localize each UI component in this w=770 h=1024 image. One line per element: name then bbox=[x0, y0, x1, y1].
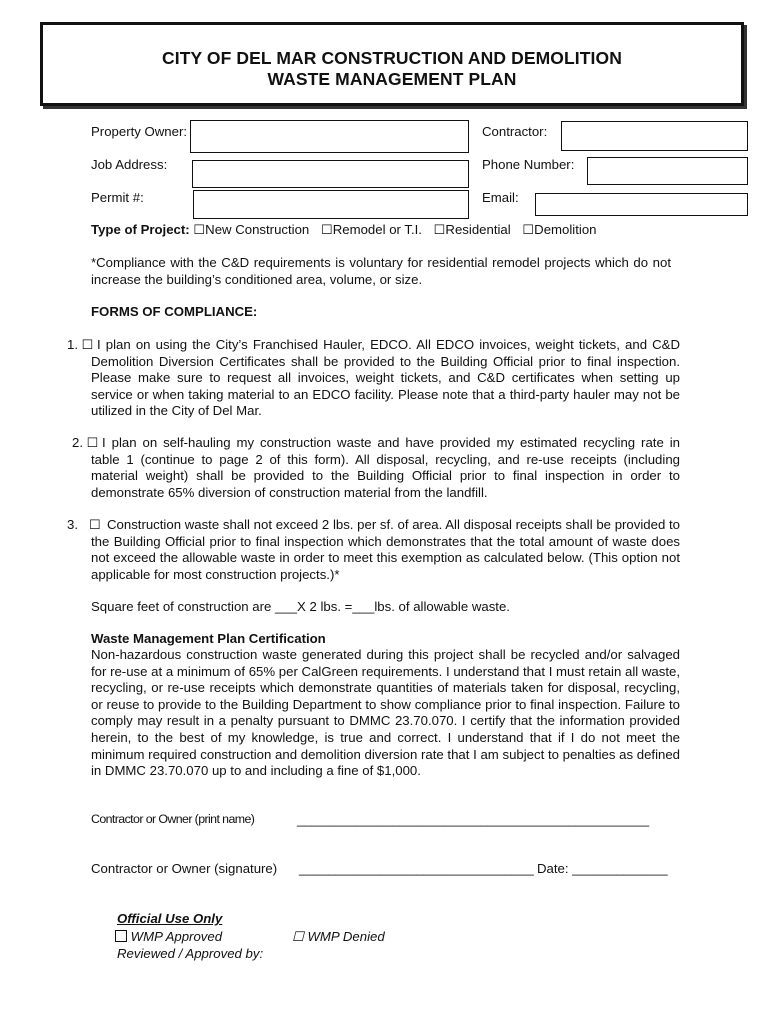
print-name-label: Contractor or Owner (print name) bbox=[91, 812, 255, 826]
contractor-field[interactable] bbox=[561, 121, 748, 151]
wmp-approved-label: WMP Approved bbox=[130, 929, 223, 944]
option-1-number[interactable]: 1. ☐ bbox=[67, 337, 94, 352]
phone-number-field[interactable] bbox=[587, 157, 748, 185]
official-use-heading: Official Use Only bbox=[117, 911, 223, 926]
reviewed-by-label: Reviewed / Approved by: bbox=[117, 946, 264, 961]
project-type-label: Type of Project: bbox=[91, 222, 190, 237]
phone-number-label: Phone Number: bbox=[482, 157, 575, 172]
email-field[interactable] bbox=[535, 193, 748, 216]
option-demolition[interactable]: ☐Demolition bbox=[522, 222, 597, 237]
contractor-label: Contractor: bbox=[482, 124, 548, 139]
permit-label: Permit #: bbox=[91, 190, 144, 205]
option-3-text: Construction waste shall not exceed 2 lbs. per sf. of area. All disposal receipts shall be provided to the Building Official prior to final inspection which demonstrates that the total amount of waste does not exceed the allowable waste in order to meet this exemption as calculated below. (This option not applicable for most construction projects.)* bbox=[91, 517, 680, 582]
property-owner-field[interactable] bbox=[190, 120, 469, 153]
square-feet-line: Square feet of construction are ___X 2 lbs. =___lbs. of allowable waste. bbox=[91, 599, 510, 614]
title-line-1: CITY OF DEL MAR CONSTRUCTION AND DEMOLITION bbox=[162, 48, 622, 68]
job-address-label: Job Address: bbox=[91, 157, 168, 172]
property-owner-label: Property Owner: bbox=[91, 124, 188, 139]
title-line-2: WASTE MANAGEMENT PLAN bbox=[267, 69, 517, 89]
option-residential[interactable]: ☐Residential bbox=[433, 222, 511, 237]
option-remodel[interactable]: ☐Remodel or T.I. bbox=[320, 222, 422, 237]
wmp-approved-checkbox[interactable] bbox=[115, 930, 127, 942]
certification-text: Non-hazardous construction waste generated during this project shall be recycled and/or salvaged for re-use at a minimum of 65% per CalGreen requirements. I understand that I must retain all waste, recycling, or re-use receipts which demonstrate quantities of materials taken for disposal, recycling, or reuse to provide to the Building Department to show compliance prior to final inspection. Failure to comply may result in a penalty pursuant to DMMC 23.70.070. I certify that the information provided herein, to the best of my knowledge, is true and correct. I understand that if I do not meet the minimum required construction and demolition diversion rate that I am subject to penalties as defined in DMMC 23.70.070 up to and including a fine of $1,000. bbox=[91, 647, 680, 779]
permit-field[interactable] bbox=[193, 190, 469, 219]
compliance-note: *Compliance with the C&D requirements is voluntary for residential remodel projects which do not increase the building’s conditioned area, volume, or size. bbox=[91, 255, 671, 287]
option-2-number[interactable]: 2. ☐ bbox=[72, 435, 99, 450]
option-3-checkbox[interactable]: ☐ bbox=[89, 517, 101, 532]
title-box bbox=[40, 22, 744, 106]
email-label: Email: bbox=[482, 190, 519, 205]
option-2-text: I plan on self-hauling my construction waste and have provided my estimated recycling rate in table 1 (continue to page 2 of this form). All disposal, recycling, and re-use receipts (including material weight) shall be provided to the Building Official prior to final inspection in order to demonstrate 65% diversion of construction material from the landfill. bbox=[91, 435, 680, 500]
option-3-number: 3. bbox=[67, 517, 78, 532]
option-new-construction[interactable]: ☐New Construction bbox=[193, 222, 310, 237]
job-address-field[interactable] bbox=[192, 160, 469, 188]
date-field[interactable]: Date: _____________ bbox=[537, 861, 668, 876]
signature-line[interactable]: ________________________________ bbox=[299, 861, 534, 876]
wmp-approved-row bbox=[115, 929, 222, 944]
option-1-text: I plan on using the City’s Franchised Hauler, EDCO. All EDCO invoices, weight tickets, and C&D Demolition Diversion Certificates shall be provided to the Building Official prior to final inspection. Please make sure to request all invoices, weight tickets, and C&D certificates when setting up service or when taking material to an EDCO facility. Please note that a third-party hauler may not be utilized in the City of Del Mar. bbox=[91, 337, 680, 419]
wmp-denied-option[interactable]: ☐ WMP Denied bbox=[292, 929, 385, 944]
project-type-row bbox=[91, 222, 596, 238]
print-name-line[interactable]: ________________________________________________ bbox=[297, 812, 650, 827]
certification-heading: Waste Management Plan Certification bbox=[91, 631, 326, 646]
forms-heading: FORMS OF COMPLIANCE: bbox=[91, 304, 258, 319]
signature-label: Contractor or Owner (signature) bbox=[91, 861, 278, 876]
